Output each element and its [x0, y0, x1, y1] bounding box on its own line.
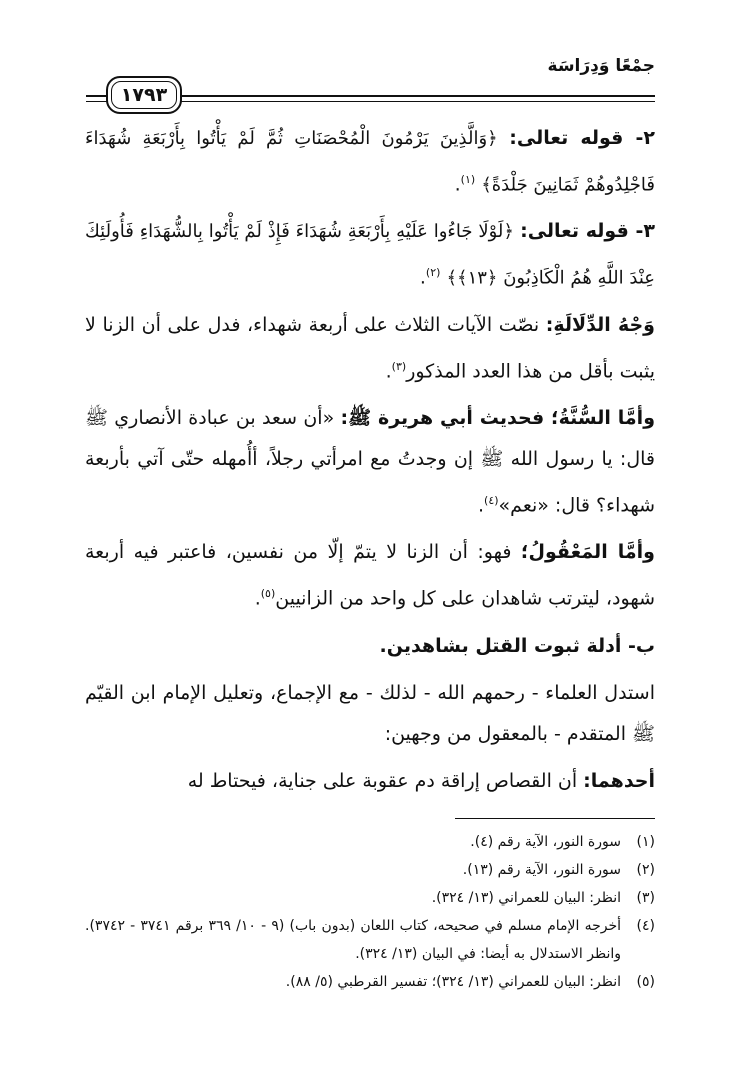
paragraph-sunnah — [85, 398, 655, 526]
sunnah-label: وأمَّا السُّنَّةُ؛ فحديث أبي هريرة ﷺ: — [340, 406, 656, 429]
section-subheading: ب- أدلة ثبوت القتل بشاهدين. — [379, 634, 655, 657]
indication-label: وَجْهُ الدِّلَالَةِ: — [545, 313, 655, 336]
footnote-ref-2[interactable]: (٢) — [425, 266, 441, 280]
footnote-item — [85, 856, 655, 884]
page-number: ١٧٩٣ — [120, 84, 168, 106]
footnote-rule — [455, 818, 655, 819]
verse-3-label: ٣- قوله تعالى: — [520, 220, 655, 243]
footnote-number: (٢) — [636, 862, 655, 878]
footnote-number: (٤) — [636, 918, 655, 934]
sunnah-text: «أن سعد بن عبادة الأنصاري ﷺ قال: يا رسول الله ﷺ إن وجدتُ مع امرأتي رجلاً، أأُمهله حتّى آتي بأربعة شهداء؟ قال: «نعم» — [85, 406, 655, 517]
footnote-ref-3[interactable]: (٣) — [391, 359, 407, 373]
footnote-ref-1[interactable]: (١) — [460, 173, 476, 186]
footnotes — [85, 828, 655, 996]
footnote-ref-5[interactable]: (٥) — [260, 587, 276, 601]
footnote-item — [85, 884, 655, 912]
first-aspect-text: أن القصاص إراقة دم عقوبة على جناية، فيحتاط له — [187, 769, 578, 792]
paragraph-verse-2: ٢- قوله تعالى: ﴿وَالَّذِينَ يَرْمُونَ الْمُحْصَنَاتِ ثُمَّ لَمْ يَأْتُوا بِأَرْبَعَةِ شُهَدَاءَ فَاجْلِدُوهُمْ ثَمَانِينَ جَلْدَةً﴾ $^{(١)}$. — [85, 127, 655, 196]
footnote-text: أخرجه الإمام مسلم في صحيحه، كتاب اللعان (بدون باب) (٩ - ١٠/ ٣٦٩ برقم ٣٧٤١ - ٣٧٤٢). وانظر الاستدلال به أيضا: في البيان (١٣/ ٣٢٤). — [85, 918, 622, 962]
indication-text: نصّت الآيات الثلاث على أربعة شهداء، فدل على أن الزنا لا يثبت بأقل من هذا العدد المذكور — [85, 313, 655, 382]
paragraph-reason — [85, 532, 655, 619]
running-title: جمْعًا وَدِرَاسَة — [547, 56, 655, 76]
footnote-item — [85, 912, 655, 968]
paragraph-scholars: استدل العلماء - رحمهم الله - لذلك - مع الإجماع، وتعليل الإمام ابن القيّم ﷺ المتقدم - بالمعقول من وجهين: — [85, 681, 655, 745]
footnote-text: انظر: البيان للعمراني (١٣/ ٣٢٤). — [431, 890, 621, 906]
footnote-ref-4[interactable]: (٤) — [484, 493, 499, 507]
reason-end: . — [254, 587, 261, 610]
footnote-text: سورة النور، الآية رقم (٤). — [470, 834, 621, 850]
indication-end: . — [385, 359, 392, 382]
body-text — [85, 118, 655, 808]
footnote-number: (٥) — [636, 974, 655, 990]
footnote-item — [85, 968, 655, 996]
footnote-number: (١) — [636, 834, 655, 850]
footnote-text: سورة النور، الآية رقم (١٣). — [462, 862, 621, 878]
verse-2-label: ٢- قوله تعالى: — [509, 127, 655, 149]
footnote-number: (٣) — [636, 890, 655, 906]
verse-2-text: ﴿وَالَّذِينَ يَرْمُونَ الْمُحْصَنَاتِ ثُمَّ لَمْ يَأْتُوا بِأَرْبَعَةِ شُهَدَاءَ فَاجْلِدُوهُمْ ثَمَانِينَ جَلْدَةً﴾ — [85, 128, 655, 196]
first-aspect-label: أحدهما: — [583, 769, 655, 792]
sunnah-end: . — [477, 494, 485, 517]
paragraph-verse-3: ٣- قوله تعالى: ﴿لَوْلَا جَاءُوا عَلَيْهِ بِأَرْبَعَةِ شُهَدَاءَ فَإِذْ لَمْ يَأْتُوا بِالشُّهَدَاءِ فَأُولَئِكَ عِنْدَ اللَّهِ هُمُ الْكَاذِبُونَ ﴿١٣﴾﴾ $^{(٢)}$. — [85, 220, 655, 289]
page-number-badge — [106, 76, 182, 114]
paragraph-indication — [85, 305, 655, 392]
reason-label: وأمَّا المَعْقُولُ؛ — [520, 541, 655, 564]
verse-3-text: ﴿لَوْلَا جَاءُوا عَلَيْهِ بِأَرْبَعَةِ شُهَدَاءَ فَإِذْ لَمْ يَأْتُوا بِالشُّهَدَاءِ فَأُولَئِكَ عِنْدَ اللَّهِ هُمُ الْكَاذِبُونَ ﴿١٣﴾﴾ — [85, 221, 655, 289]
footnote-text: انظر: البيان للعمراني (١٣/ ٣٢٤)؛ تفسير القرطبي (٥/ ٨٨). — [285, 974, 621, 990]
paragraph-first-aspect — [85, 761, 655, 802]
footnote-item — [85, 828, 655, 856]
reason-text: فهو: أن الزنا لا يتمّ إلّا من نفسين، فاعتبر فيه أربعة شهود، ليترتب شاهدان على كل واحد من الزانيين — [85, 541, 655, 610]
